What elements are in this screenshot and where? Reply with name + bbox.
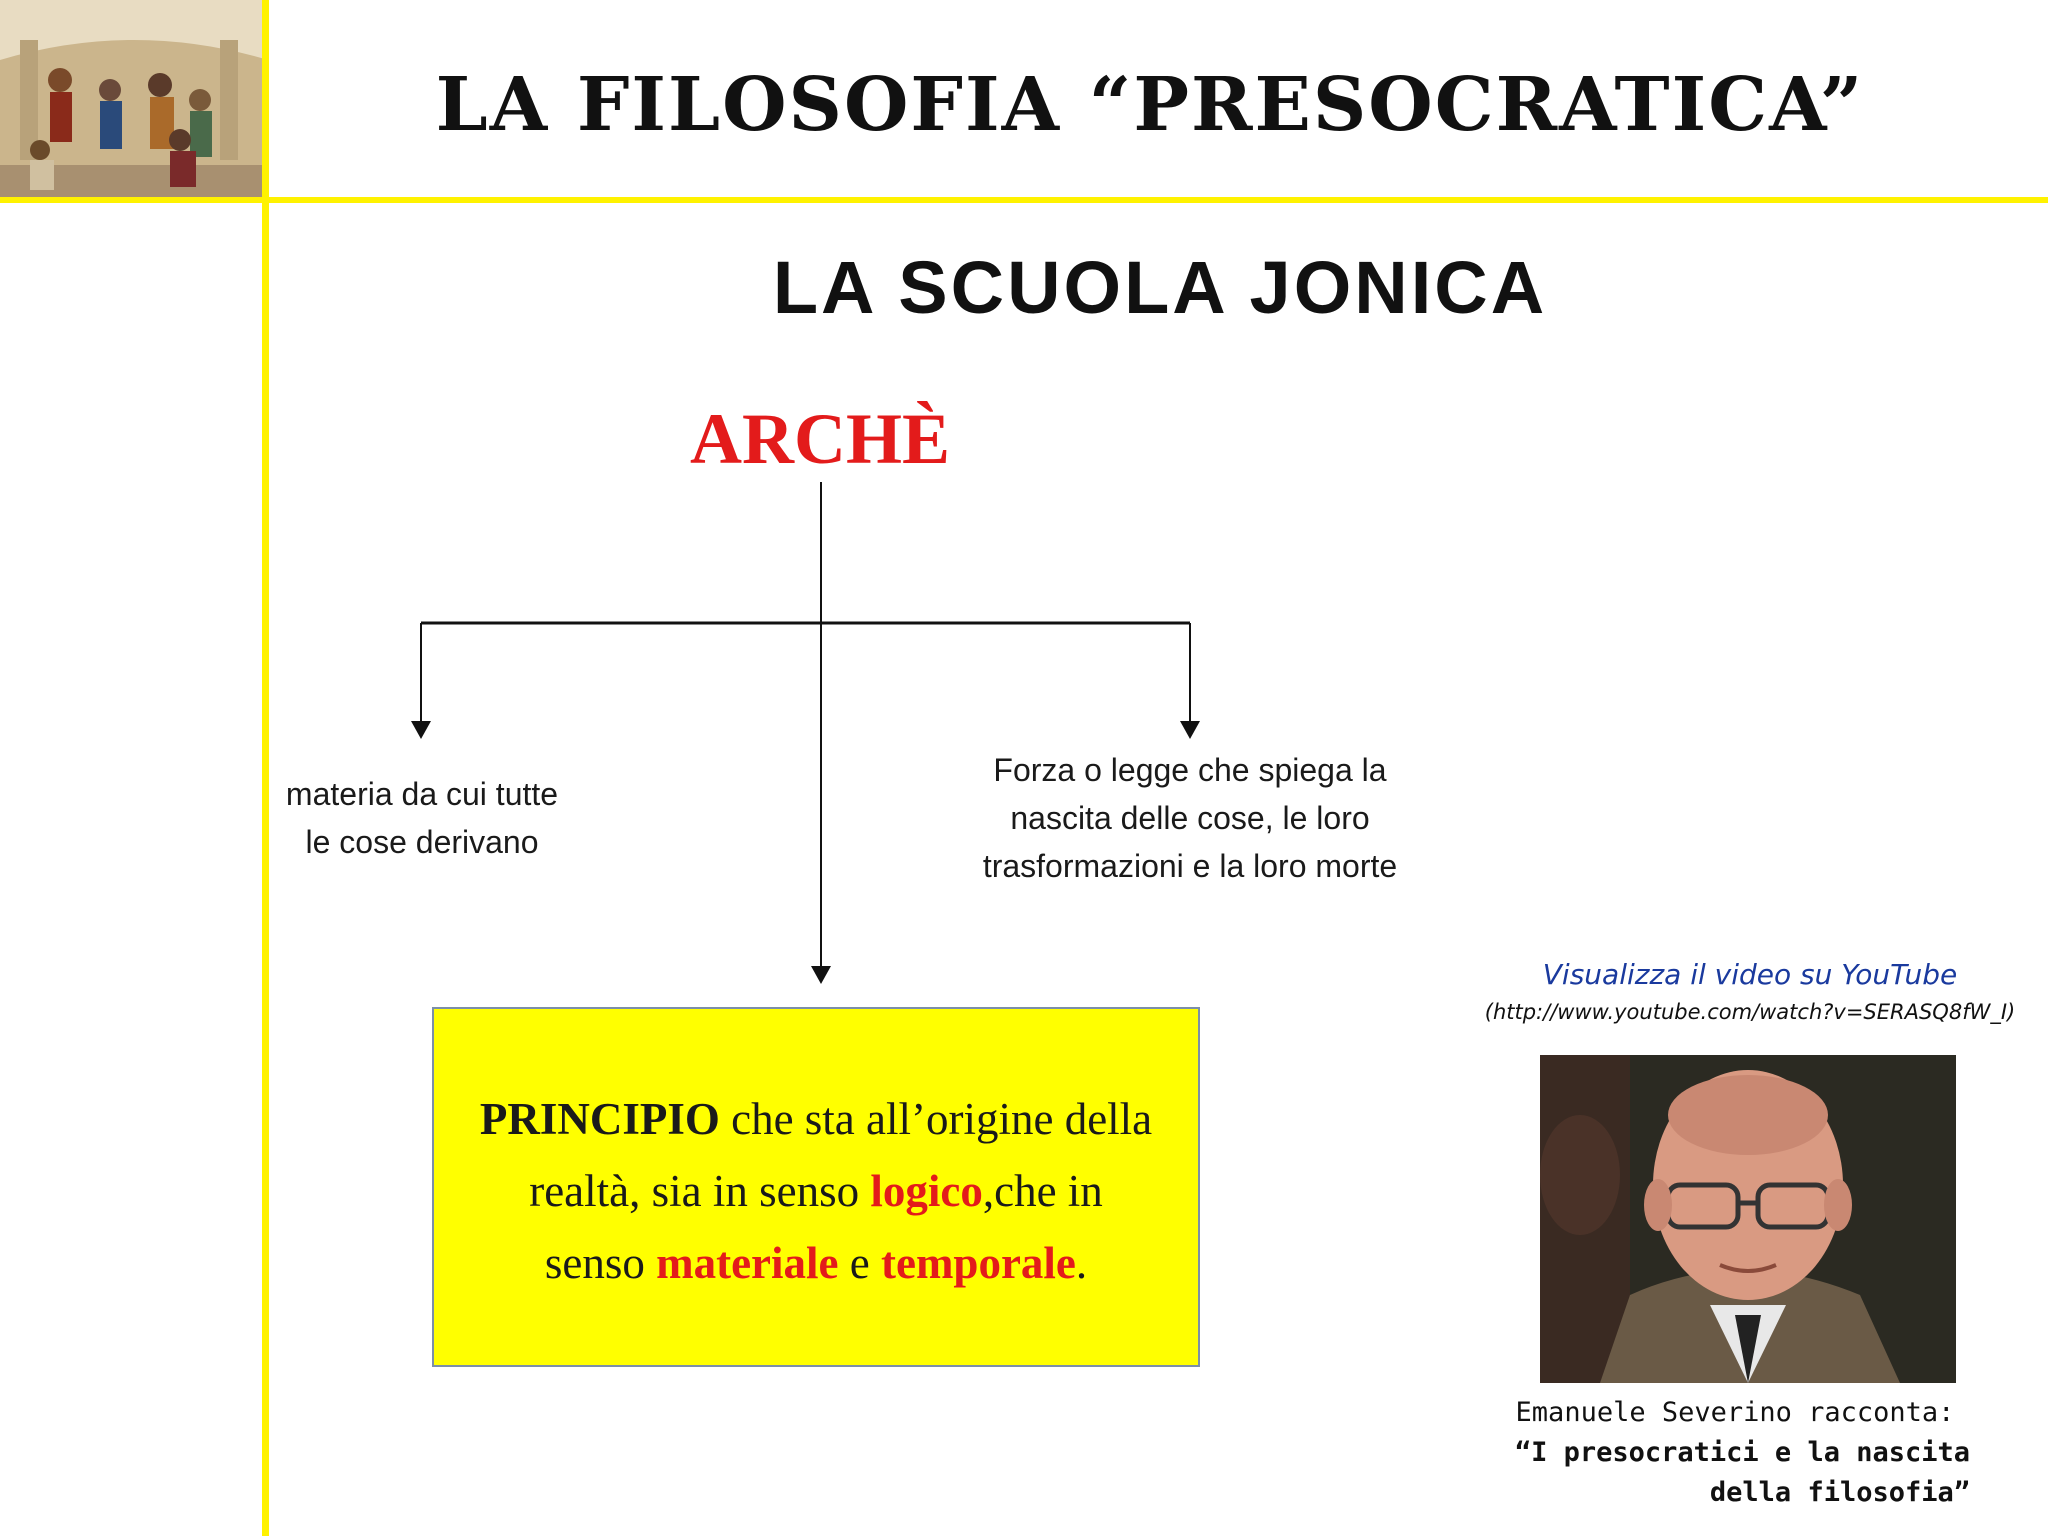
highlight-temporale: temporale (880, 1238, 1076, 1288)
definition-line2 (434, 1155, 1198, 1227)
highlight-logico: logico (870, 1166, 983, 1216)
definition-line1 (434, 1083, 1198, 1155)
arrowhead-center (811, 966, 831, 984)
node-force-line3: trasformazioni e la loro morte (982, 848, 1398, 884)
video-caption (1500, 1393, 1970, 1513)
node-matter (262, 770, 582, 866)
definition-fragment: che sta all’origine della (719, 1094, 1153, 1144)
definition-fragment: e (838, 1238, 881, 1288)
definition-text (434, 1083, 1198, 1299)
definition-fragment: . (1075, 1238, 1088, 1288)
definition-box (432, 1007, 1200, 1367)
arrowhead-left (411, 721, 431, 739)
node-matter-line1: materia da cui tutte (285, 776, 559, 812)
definition-line3 (434, 1227, 1198, 1299)
caption-quote-line2: della filosofia” (1709, 1477, 1970, 1508)
node-matter-line2: le cose derivano (305, 824, 539, 860)
section-title: LA SCUOLA JONICA (772, 246, 1548, 329)
node-force-line2: nascita delle cose, le loro (1010, 800, 1370, 836)
definition-fragment: ,che in (982, 1166, 1103, 1216)
highlight-materiale: materiale (656, 1238, 839, 1288)
node-force (940, 746, 1440, 890)
arrowhead-right (1180, 721, 1200, 739)
diagram-root-label: ARCHÈ (689, 399, 950, 479)
caption-author: Emanuele Severino racconta: (1515, 1397, 1955, 1428)
severino-photo (1540, 1055, 1956, 1383)
youtube-video-link[interactable]: Visualizza il video su YouTube (1542, 958, 1958, 991)
definition-fragment: realtà, sia in senso (529, 1166, 871, 1216)
youtube-video-url[interactable]: (http://www.youtube.com/watch?v=SERASQ8fW_I) (1484, 1000, 2016, 1024)
definition-keyword: PRINCIPIO (479, 1094, 720, 1144)
caption-quote-line1: “I presocratici e la nascita (1514, 1437, 1970, 1468)
definition-fragment: senso (544, 1238, 657, 1288)
node-force-line1: Forza o legge che spiega la (993, 752, 1387, 788)
page-title: LA FILOSOFIA “PRESOCRATICA” (435, 62, 1865, 148)
